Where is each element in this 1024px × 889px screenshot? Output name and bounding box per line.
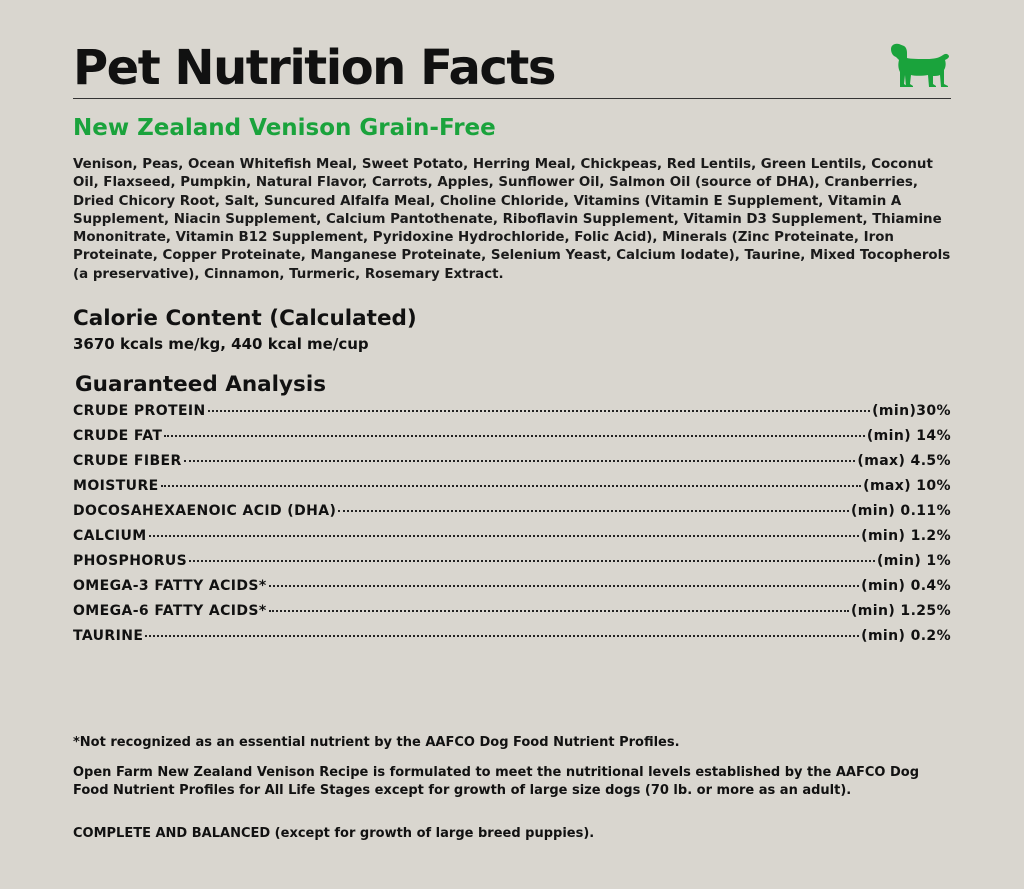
analysis-row [73, 503, 951, 528]
nutrient-label: TAURINE [73, 628, 144, 644]
nutrient-value: (min) 1.25% [851, 603, 951, 619]
nutrient-value: (min) 1% [877, 553, 951, 569]
nutrient-label: CRUDE FAT [73, 428, 163, 444]
nutrient-value: (min) 0.2% [861, 628, 951, 644]
header [73, 38, 951, 99]
complete-balanced-note: COMPLETE AND BALANCED (except for growth of large breed puppies). [73, 826, 595, 841]
calorie-heading: Calorie Content (Calculated) [73, 306, 417, 331]
nutrient-label: CRUDE PROTEIN [73, 403, 206, 419]
analysis-row [73, 628, 951, 653]
analysis-table [73, 403, 951, 653]
analysis-heading: Guaranteed Analysis [75, 372, 326, 397]
calorie-value: 3670 kcals me/kg, 440 kcal me/cup [73, 335, 369, 353]
analysis-row [73, 478, 951, 503]
nutrient-label: CALCIUM [73, 528, 147, 544]
product-name: New Zealand Venison Grain-Free [73, 115, 496, 141]
nutrient-value: (max) 4.5% [857, 453, 951, 469]
nutrient-label: CRUDE FIBER [73, 453, 182, 469]
dot-leader [269, 610, 849, 612]
page-title: Pet Nutrition Facts [73, 40, 555, 96]
dot-leader [208, 410, 870, 412]
nutrient-value: (max) 10% [863, 478, 951, 494]
nutrient-value: (min) 0.11% [851, 503, 951, 519]
dot-leader [189, 560, 875, 562]
dot-leader [161, 485, 862, 487]
dot-leader [145, 635, 859, 637]
dot-leader [184, 460, 856, 462]
ingredients-text: Venison, Peas, Ocean Whitefish Meal, Sweet Potato, Herring Meal, Chickpeas, Red Lentils, Green Lentils, Coconut Oil, Flaxseed, Pumpkin, Natural Flavor, Carrots, Apples, Sunflower Oil, Salmon Oil (source of DHA), Cranberries, Dried Chicory Root, Salt, Suncured Alfalfa Meal, Choline Chloride, Vitamins (Vitamin E Supplement, Vitamin A Supplement, Niacin Supplement, Calcium Pantothenate, Riboflavin Supplement, Vitamin D3 Supplement, Thiamine Mononitrate, Vitamin B12 Supplement, Pyridoxine Hydrochloride, Folic Acid), Minerals (Zinc Proteinate, Iron Proteinate, Copper Proteinate, Manganese Proteinate, Selenium Yeast, Calcium Iodate), Taurine, Mixed Tocopherols (a preservative), Cinnamon, Turmeric, Rosemary Extract. [73, 157, 951, 282]
analysis-row [73, 553, 951, 578]
nutrient-label: OMEGA-6 FATTY ACIDS* [73, 603, 267, 619]
nutrient-label: PHOSPHORUS [73, 553, 188, 569]
analysis-row [73, 603, 951, 628]
aafco-statement: Open Farm New Zealand Venison Recipe is formulated to meet the nutritional levels established by the AAFCO Dog Food Nutrient Profiles for All Life Stages except for growth of large size dogs (70 lb. or more as an adult). [73, 765, 920, 798]
dot-leader [338, 510, 849, 512]
analysis-row [73, 453, 951, 478]
nutrient-value: (min) 0.4% [861, 578, 951, 594]
dot-leader [164, 435, 865, 437]
nutrient-value: (min)30% [872, 403, 951, 419]
dot-leader [269, 585, 860, 587]
nutrient-label: OMEGA-3 FATTY ACIDS* [73, 578, 267, 594]
footnote: *Not recognized as an essential nutrient by the AAFCO Dog Food Nutrient Profiles. [73, 735, 680, 750]
nutrient-label: DOCOSAHEXAENOIC ACID (DHA) [73, 503, 337, 519]
analysis-row [73, 578, 951, 603]
analysis-row [73, 403, 951, 428]
analysis-row [73, 528, 951, 553]
dot-leader [149, 535, 860, 537]
dog-icon [889, 42, 951, 88]
nutrient-label: MOISTURE [73, 478, 159, 494]
analysis-row [73, 428, 951, 453]
nutrient-value: (min) 1.2% [861, 528, 951, 544]
nutrient-value: (min) 14% [866, 428, 951, 444]
